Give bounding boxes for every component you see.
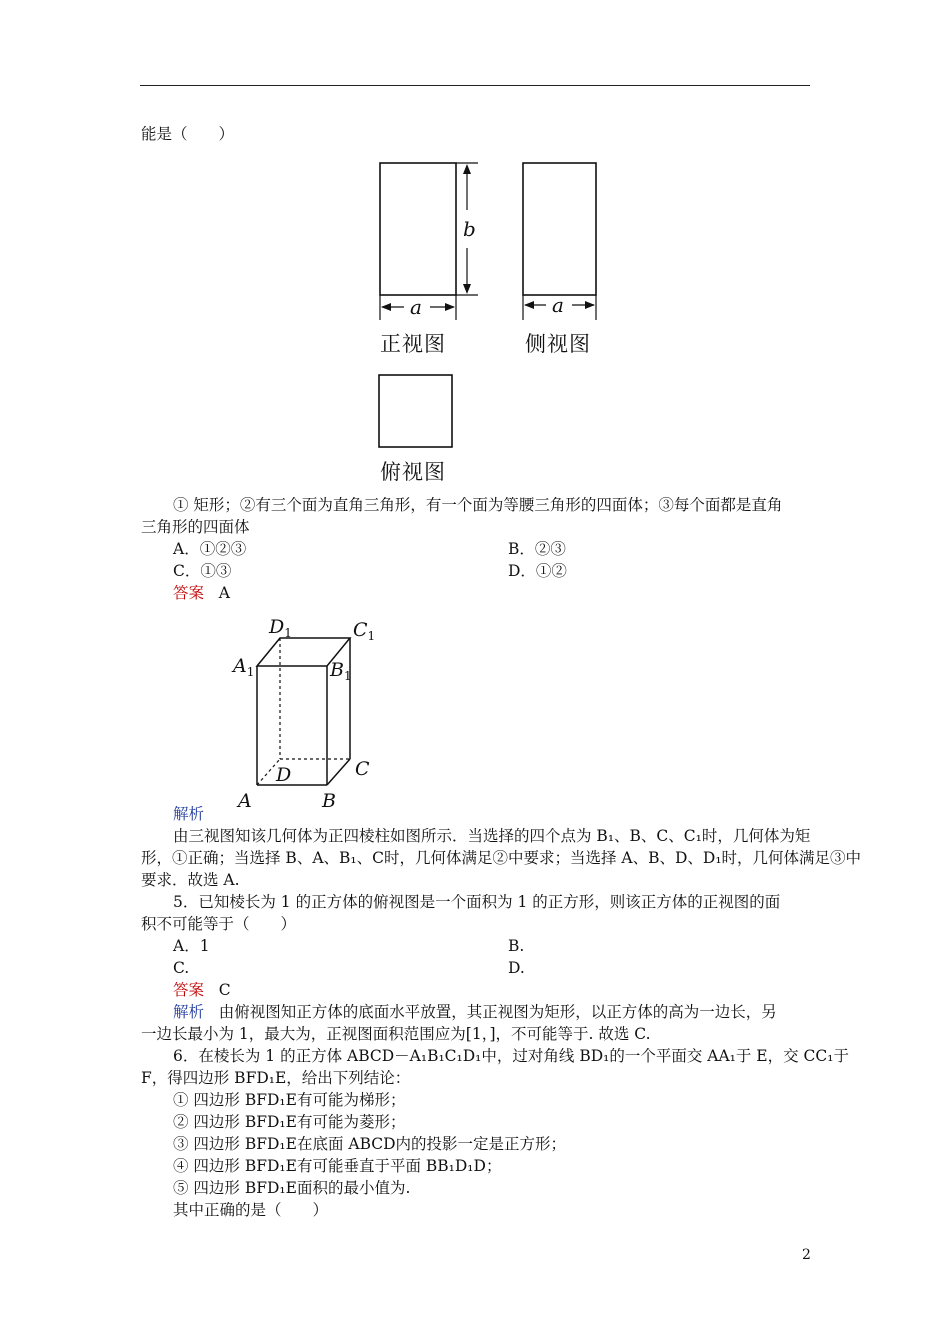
vertex-d1-label: D xyxy=(269,616,285,638)
vertex-b-label: B xyxy=(322,790,336,812)
q5-explain-label: 解析 xyxy=(173,1003,205,1021)
q5-answer-value: C xyxy=(218,981,231,999)
q5-option-a: A．1 xyxy=(173,937,210,955)
vertex-c-label: C xyxy=(355,758,370,780)
vertex-b1-label: B xyxy=(330,659,344,681)
vertex-c1-label: C xyxy=(353,619,368,641)
svg-text:D1: $D_1$ xyxy=(269,616,292,640)
dim-b-label: b xyxy=(463,217,476,241)
q4-explain-line3: 要求．故选 A. xyxy=(141,871,240,889)
svg-text:B1: $B_1$ xyxy=(330,659,352,683)
q4-explain-line1: 由三视图知该几何体为正四棱柱如图所示．当选择的四个点为 B₁、B、C、C₁时，几何体为矩 xyxy=(173,827,811,845)
q6-item-5: ⑤ 四边形 BFD₁E面积的最小值为. xyxy=(173,1179,411,1197)
header-rule xyxy=(140,85,810,86)
q4-explain-label: 解析 xyxy=(173,805,205,823)
q5-option-b: B. xyxy=(508,937,525,955)
q5-answer-label: 答案 xyxy=(173,981,205,999)
q5-option-c: C. xyxy=(173,959,190,977)
q4-option-b: B．②③ xyxy=(508,540,566,558)
q6-item-3: ③ 四边形 BFD₁E在底面 ABCD内的投影一定是正方形； xyxy=(173,1135,567,1153)
prism-figure xyxy=(225,610,395,815)
q6-item-1: ① 四边形 BFD₁E有可能为梯形； xyxy=(173,1091,406,1109)
q5-stem-line2: 积不可能等于（ ） xyxy=(141,915,297,933)
q6-stem-line1: 6．在棱长为 1 的正方体 ABCD－A₁B₁C₁D₁中，过对角线 BD₁的一个平面交 AA₁于 E，交 CC₁于 xyxy=(173,1047,849,1065)
dim-a-front-label: a xyxy=(410,295,422,319)
page-number: 2 xyxy=(802,1247,811,1263)
q6-item-2: ② 四边形 BFD₁E有可能为菱形； xyxy=(173,1113,406,1131)
q4-stem-line2: 三角形的四面体 xyxy=(141,518,250,536)
top-view-rect xyxy=(379,375,452,447)
front-view-label: 正视图 xyxy=(380,332,446,356)
svg-text:C1: $C_1$ xyxy=(353,619,376,643)
three-view-figure xyxy=(360,150,620,480)
question-intro: 能是（ ） xyxy=(141,125,235,143)
q4-answer-label: 答案 xyxy=(173,584,205,602)
svg-text:A1: $A_1$ xyxy=(233,655,255,679)
q4-answer-value: A xyxy=(218,584,230,602)
vertex-a-label: A xyxy=(238,790,252,812)
q4-answer-row xyxy=(173,583,230,603)
q5-stem-line1: 5．已知棱长为 1 的正方体的俯视图是一个面积为 1 的正方形，则该正方体的正视图的面 xyxy=(173,893,781,911)
front-view-rect xyxy=(380,163,456,295)
q6-stem-line2: F，得四边形 BFD₁E，给出下列结论： xyxy=(141,1069,411,1087)
q4-stem-line1: ① 矩形；②有三个面为直角三角形，有一个面为等腰三角形的四面体；③每个面都是直角 xyxy=(173,496,783,514)
q5-answer-row xyxy=(173,980,231,1000)
q6-ask: 其中正确的是（ ） xyxy=(173,1201,329,1219)
top-view-label: 俯视图 xyxy=(380,460,446,484)
q5-explain-line1: 由俯视图知正方体的底面水平放置，其正视图为矩形，以正方体的高为一边长，另 xyxy=(218,1003,777,1021)
vertex-d-label: D xyxy=(276,764,292,786)
side-view-rect xyxy=(523,163,596,295)
q5-explain-line2: 一边长最小为 1，最大为，正视图面积范围应为[1，]，不可能等于. 故选 C. xyxy=(141,1025,651,1043)
q4-option-a: A．①②③ xyxy=(173,540,247,558)
q5-explain-row xyxy=(173,1002,777,1022)
dim-a-side-label: a xyxy=(552,293,564,317)
q5-option-d: D. xyxy=(508,959,525,977)
vertex-a1-label: A xyxy=(233,655,247,677)
q4-explain-line2: 形，①正确；当选择 B、A、B₁、C时，几何体满足②中要求；当选择 A、B、D、D₁时，几何体满足③中 xyxy=(141,849,862,867)
q4-option-d: D．①② xyxy=(508,562,567,580)
q4-option-c: C．①③ xyxy=(173,562,232,580)
side-view-label: 侧视图 xyxy=(525,332,591,356)
q6-item-4: ④ 四边形 BFD₁E有可能垂直于平面 BB₁D₁D； xyxy=(173,1157,502,1175)
